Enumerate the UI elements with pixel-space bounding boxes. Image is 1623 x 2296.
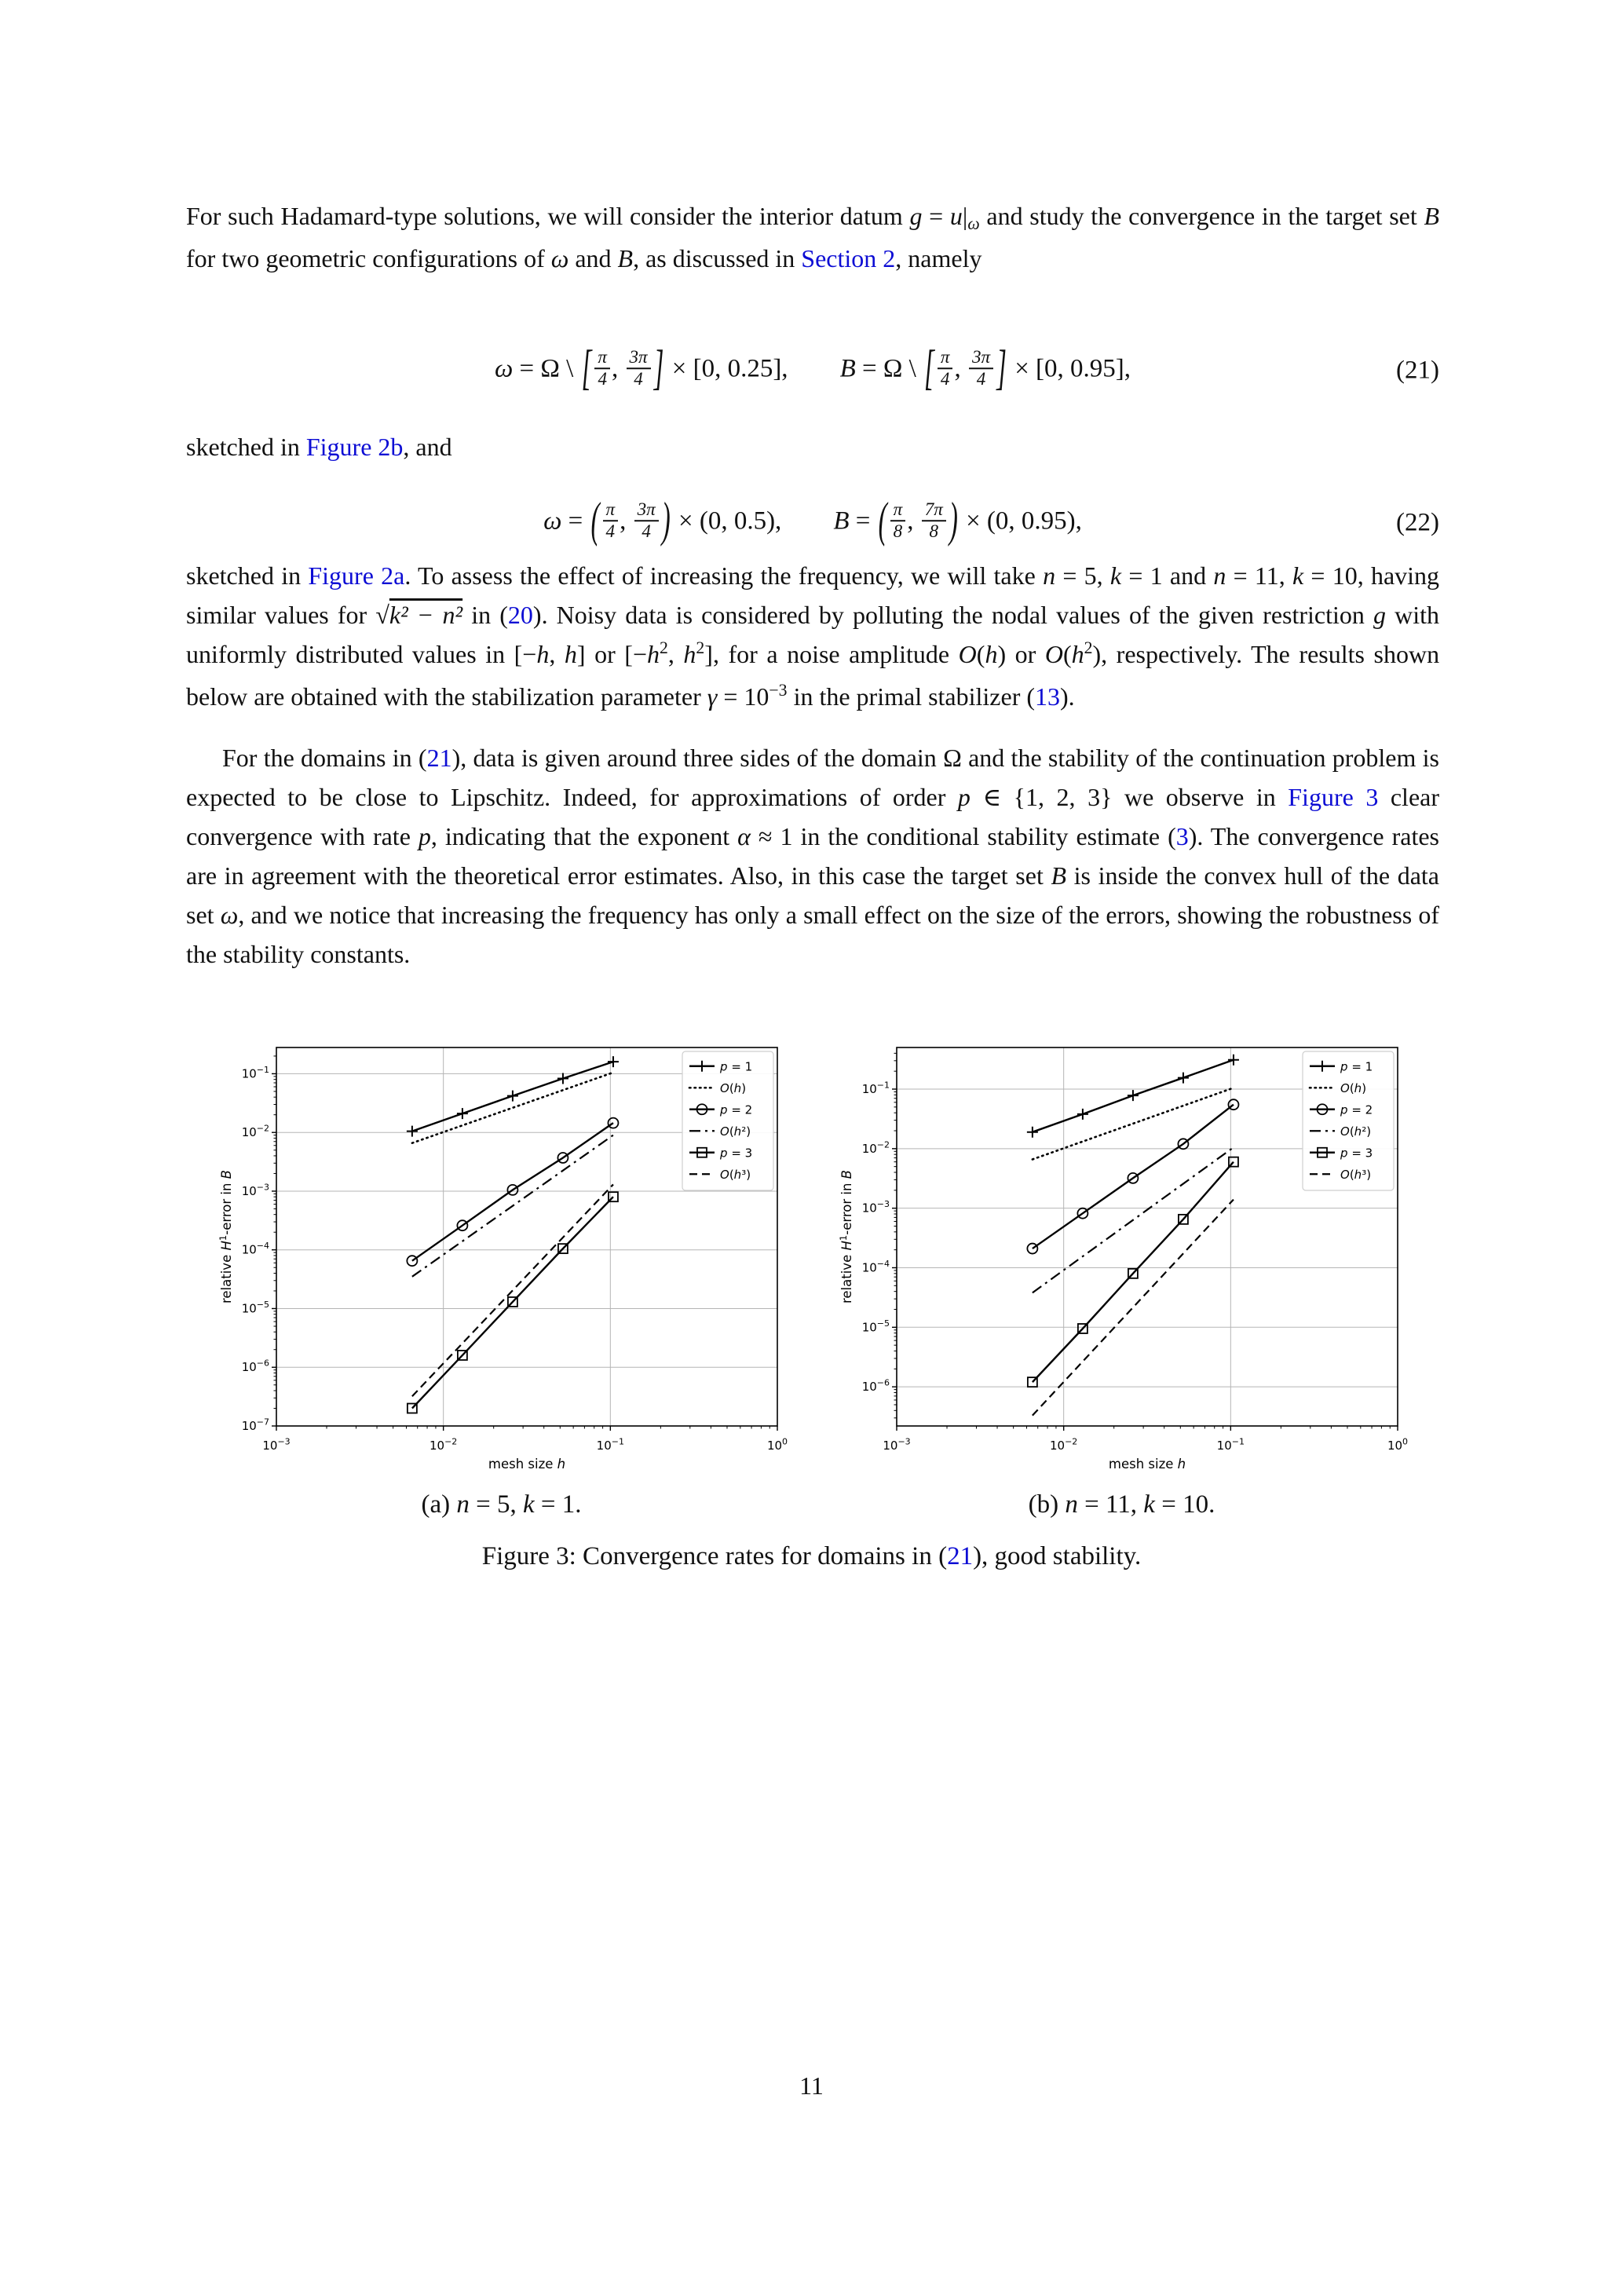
text-run: | [962,202,968,230]
text-run: B [1051,861,1066,890]
legend-entry: O(h³) [1340,1167,1371,1182]
text-run: [ [581,341,592,396]
text-run [788,355,840,383]
text-run: n [1213,561,1226,590]
text-run: h [536,640,550,668]
text-run: ] or [− [576,640,647,668]
reference-link[interactable]: 3 [1175,822,1189,850]
text-run: ( [976,640,985,668]
text-run: B [839,354,856,383]
y-axis-label: relative $H^1$-error in B [217,1169,234,1304]
text-run: p [418,822,431,850]
text-run: × (0, 0.95), [959,506,1082,536]
text-run: , [907,506,920,536]
text-run: γ [707,682,718,711]
svg-text:10−1: $10^{-1}$ [1216,1436,1245,1453]
text-run: , [612,354,625,383]
fraction: $\frac{\pi}{4}$ [938,347,953,389]
chart-svg [215,1038,788,1478]
text-run: ) or [997,640,1045,668]
text-run: and study the convergence in the target set [979,202,1424,230]
text-run: , [620,506,633,536]
fraction: $\frac{3\pi}{4}$ [634,499,659,542]
text-run: O [958,640,977,668]
text-run: in the primal stabilizer ( [787,682,1036,711]
text-run: = [849,506,877,536]
svg-text:10−2: $10^{-2}$ [861,1139,890,1156]
text-run: ), respectively. The results shown below are obtained with the stabilization parameter [186,640,1440,711]
reference-link[interactable]: 21 [426,744,452,772]
text-run: k [1109,561,1122,590]
equation-22-number: (22) [1396,508,1439,537]
legend-entry: p = 3 [1340,1146,1373,1161]
svg-text:10−4: $10^{-4}$ [861,1258,890,1275]
convergence-chart-a [215,1038,788,1478]
text-run: = 10. [1154,1490,1215,1519]
text-run: ). Noisy data is considered by polluting the nodal values of the given restriction [532,601,1374,629]
text-run: ). [1060,682,1075,711]
text-run: n [1043,561,1056,590]
text-run: = [922,202,950,230]
svg-text:10−1: $10^{-1}$ [596,1436,624,1453]
text-run: k² − n² [389,601,463,629]
legend-entry: p = 1 [1340,1059,1373,1074]
text-run: h [1071,640,1084,668]
text-run: α [737,822,751,850]
subfigure-b [835,1038,1409,1519]
text-run: and [568,244,618,272]
figure-3 [0,1038,1623,1519]
text-run: ] [996,341,1007,396]
text-run: ∈ {1, 2, 3} we observe in [970,783,1289,811]
reference-link[interactable]: Figure 2b [305,433,404,461]
text-run: ( [590,493,600,548]
svg-text:10−3: $10^{-3}$ [261,1436,291,1453]
subfigure-a [215,1038,788,1519]
page-number: 11 [799,2071,824,2100]
text-run: × (0, 0.5), [671,506,782,536]
svg-text:10−2: $10^{-2}$ [241,1123,269,1140]
subcaption-b [1029,1490,1215,1519]
text-run: = 10, having similar values for [186,561,1440,629]
text-run: B [833,506,850,536]
legend-entry: O(h²) [719,1124,751,1139]
equation-22-body [543,493,1082,548]
paragraph-sketched-2b [186,427,1439,466]
x-axis-label: mesh size h [488,1457,565,1472]
svg-text:10−3: $10^{-3}$ [861,1199,890,1216]
text-run: clear convergence with rate [186,783,1440,850]
text-run: k [1143,1490,1155,1519]
text-run: ( [1062,640,1072,668]
text-run: = 11, [1077,1490,1144,1519]
legend-entry: O(h) [719,1080,746,1095]
text-run: B [1424,202,1440,230]
reference-link[interactable]: Section 2 [801,244,896,272]
svg-text:10−4: $10^{-4}$ [241,1241,269,1257]
reference-link[interactable]: Figure 3 [1288,783,1379,811]
text-run: g [909,202,923,230]
text-run: k [522,1490,535,1519]
text-run: −3 [769,681,788,700]
text-run: u [949,202,963,230]
text-run: ω [494,354,514,383]
text-run: √ [375,601,389,629]
text-run: ≈ 1 in the conditional stability estimate ( [750,822,1176,850]
text-run: , indicating that the exponent [430,822,738,850]
text-run: 2 [1084,638,1093,658]
reference-link[interactable]: 13 [1035,682,1061,711]
text-run: ), good stability. [973,1542,1142,1570]
reference-link[interactable]: 20 [507,601,533,629]
text-run: , and [403,433,452,461]
text-run: ), data is given around three sides of the domain Ω and the stability of the continuation problem is expected to be close to Lipschitz. Indeed, for approximations of order [186,744,1440,811]
equation-21-body [494,341,1131,396]
text-run: sketched in [186,561,309,590]
svg-text:10−3: $10^{-3}$ [241,1182,269,1198]
equation-22 [186,485,1439,561]
equation-21-number: (21) [1396,356,1439,385]
text-run: B [617,244,634,272]
text-run: × [0, 0.95], [1007,354,1131,383]
text-run: 2 [696,638,705,658]
text-run: g [1373,601,1387,629]
text-run: [ [924,341,934,396]
text-run: , [549,640,565,668]
paragraph-domains [186,738,1439,974]
svg-text:10−6: $10^{-6}$ [241,1358,269,1375]
x-axis-label: mesh size h [1108,1457,1186,1472]
svg-text:10−5: $10^{-5}$ [861,1318,890,1335]
text-run: = Ω \ [855,354,923,383]
text-run: ω [550,244,569,272]
text-run: 2 [660,638,668,658]
text-run: Figure 3: Convergence rates for domains in ( [481,1542,948,1570]
text-run: h [647,640,660,668]
reference-link[interactable]: 21 [947,1542,974,1570]
paragraph-intro [186,196,1439,278]
text-run: , as discussed in [633,244,802,272]
text-run: p [957,783,971,811]
text-run: ). The convergence rates are in agreement with the theoretical error estimates. Also, in this case the target set [186,822,1440,890]
text-run: = 1. [534,1490,582,1519]
text-run: (a) [421,1490,457,1519]
svg-text:10−1: $10^{-1}$ [861,1080,890,1097]
svg-text:10−2: $10^{-2}$ [1049,1436,1077,1453]
legend-entry: p = 3 [719,1146,752,1161]
text-run: (b) [1028,1490,1066,1519]
fraction: $\frac{\pi}{4}$ [594,347,610,389]
svg-text:100: $10^0$ [1387,1436,1408,1453]
svg-text:10−3: $10^{-3}$ [882,1436,911,1453]
convergence-chart-b [835,1038,1409,1478]
text-run: = 10 [717,682,769,711]
text-run: is inside the convex hull of the data set [186,861,1440,929]
svg-text:10−1: $10^{-1}$ [241,1064,269,1081]
equation-21 [186,333,1439,408]
text-run: For such Hadamard-type solutions, we will consider the interior datum [186,202,910,230]
text-run: ) [661,493,671,548]
text-run: × [0, 0.25], [665,354,788,383]
reference-link[interactable]: Figure 2a [308,561,405,590]
text-run: ω [967,214,980,234]
text-run: in ( [462,601,508,629]
text-run: ω [543,506,562,536]
text-run: ω [220,901,239,929]
svg-text:10−7: $10^{-7}$ [241,1417,269,1433]
legend-entry: p = 2 [719,1102,752,1117]
fraction: $\frac{3\pi}{4}$ [969,347,993,389]
text-run: , [954,354,967,383]
text-run: ( [878,493,887,548]
text-run: , [667,640,684,668]
text-run: ] [653,341,664,396]
text-run: sketched in [186,433,306,461]
text-run: n [1065,1490,1078,1519]
text-run: O [1044,640,1063,668]
text-run: = 5, [1055,561,1110,590]
text-run: h [683,640,696,668]
text-run: = 1 and [1121,561,1214,590]
y-axis-label: relative $H^1$-error in B [837,1169,854,1304]
legend-entry: p = 2 [1340,1102,1373,1117]
text-run: ], for a noise amplitude [704,640,959,668]
text-run: h [985,640,998,668]
text-run: = [561,506,590,536]
figure-caption [0,1542,1623,1571]
text-run: h [564,640,577,668]
fraction: $\frac{\pi}{4}$ [603,499,619,542]
svg-text:10−2: $10^{-2}$ [429,1436,457,1453]
text-run: for two geometric configurations of [186,244,551,272]
legend-entry: O(h²) [1340,1124,1371,1139]
text-run: = 11, [1226,561,1292,590]
svg-text:100: $10^0$ [766,1436,788,1453]
text-run: k [1292,561,1304,590]
fraction: $\frac{3\pi}{4}$ [627,347,651,389]
text-run: . To assess the effect of increasing the frequency, we will take [404,561,1044,590]
fraction: $\frac{\pi}{8}$ [890,499,906,542]
legend-entry: O(h³) [719,1167,751,1182]
text-run: ) [949,493,958,548]
text-run [781,507,833,536]
text-run: n [456,1490,470,1519]
fraction: $\frac{7\pi}{8}$ [922,499,946,542]
text-run: , and we notice that increasing the frequency has only a small effect on the size of the errors, showing the robustness of the stability constants. [186,901,1440,968]
chart-svg [835,1038,1409,1478]
legend-entry: O(h) [1340,1080,1366,1095]
svg-text:10−6: $10^{-6}$ [861,1377,890,1395]
legend-entry: p = 1 [719,1059,752,1074]
svg-text:10−5: $10^{-5}$ [241,1299,269,1316]
paragraph-frequency [186,556,1439,719]
text-run: with uniformly distributed values in [− [186,601,1440,668]
text-run: = 5, [469,1490,523,1519]
text-run: For the domains in ( [222,744,427,772]
text-run: = Ω \ [513,354,580,383]
subcaption-a [421,1490,581,1519]
text-run: , namely [895,244,982,272]
